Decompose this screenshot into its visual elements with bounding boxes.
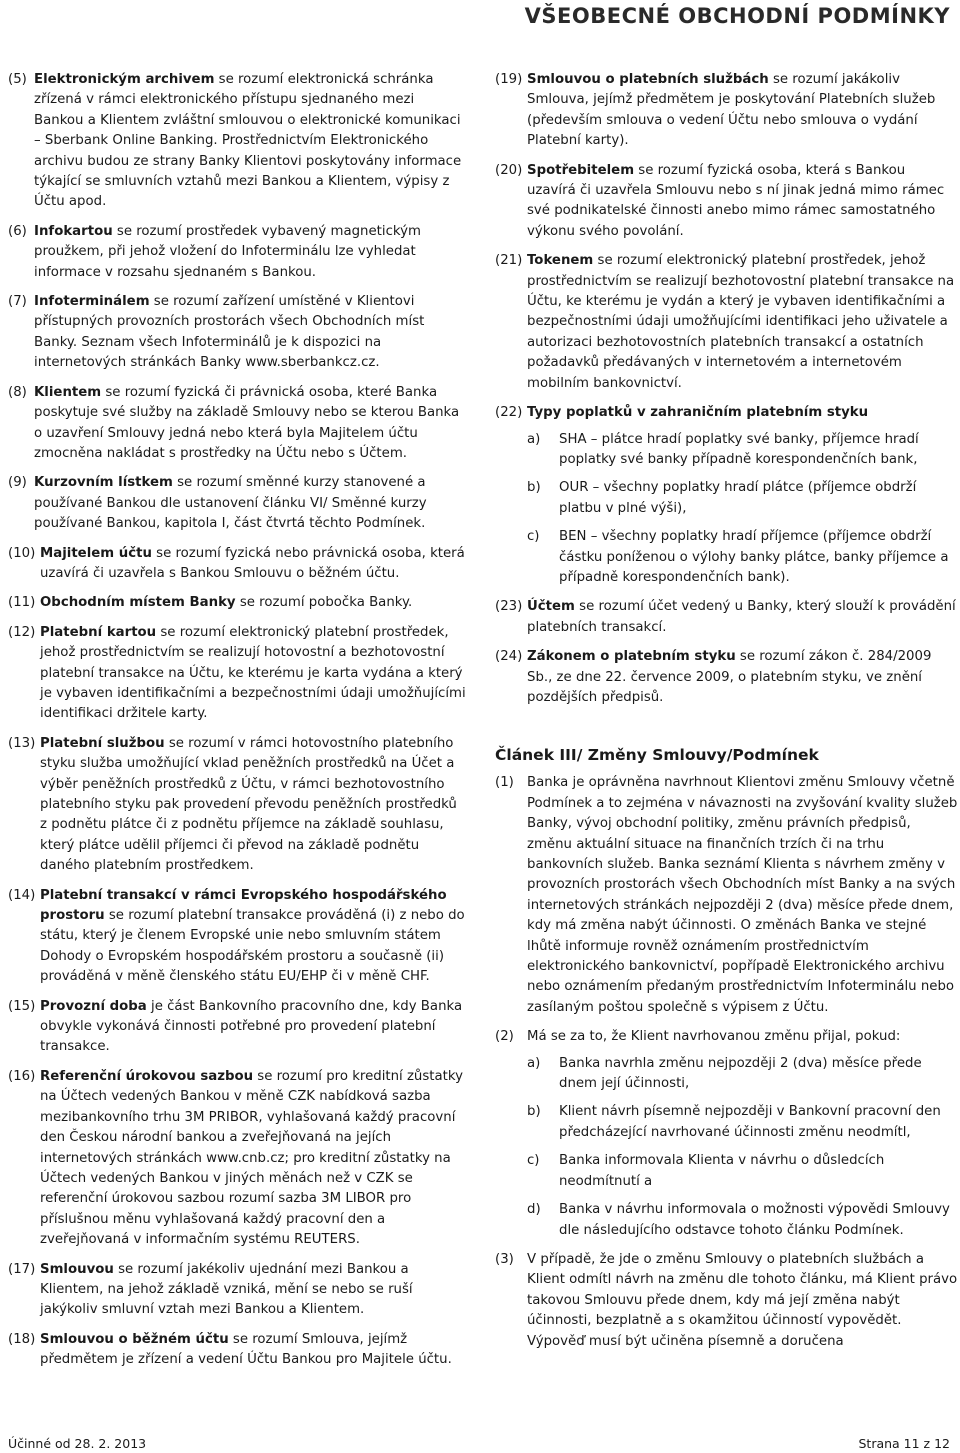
section-paragraph — [495, 773, 958, 1018]
paragraph-text: Banka je oprávněna navrhnout Klientovi změnu Smlouvy včetně Podmínek a to zejména v návaznosti na zvyšování kvality služeb Banky, vývoj obchodní politiky, změnu právních předpisů, změnu aktuální situace na finančních trzích či na trhu bankovních služeb. Banka seznámí Klienta s návrhem změny v provozních prostorách všech Obchodních míst Banky a na svých internetových stránkách nejpozději 2 (dva) měsíce přede dnem, kdy má změna nabýt účinnosti. O změnách Banka ve stejné lhůtě informuje rovněž oznámením prostřednictvím elektronického bankovnictví, popřípadě Elektronického archivu nebo oznámením předaným prostřednictvím Infoterminálu nebo zasílaným poštou společně s výpisem z Účtu. — [527, 775, 958, 1015]
definition-number: (21) — [495, 253, 523, 269]
definition-term: Zákonem o platebním styku — [527, 649, 736, 665]
definition-text: se rozumí elektronická schránka zřízená v rámci elektronického přístupu sjednaného mezi Bankou a Klientem zvláštní smlouvou o elektronické komunikaci – Sberbank Online Banking. Prostřednictvím Elektronického archivu budou ze strany Banky Klientovi poskytovány informace týkající se smluvních vztahů mezi Bankou a Klientem, výpisy z Účtu apod. — [34, 72, 462, 210]
sub-item — [527, 1102, 958, 1143]
definition-item — [8, 734, 466, 877]
sub-item-letter: a) — [527, 431, 541, 447]
sub-item-text: Banka navrhla změnu nejpozději 2 (dva) měsíce přede dnem její účinnosti, — [559, 1055, 922, 1092]
sub-item — [527, 430, 958, 471]
sub-item — [527, 1200, 958, 1241]
paragraph-number: (3) — [495, 1251, 514, 1267]
definition-number: (23) — [495, 599, 523, 615]
paragraph-text: Má se za to, že Klient navrhovanou změnu přijal, pokud: — [527, 1029, 901, 1045]
definition-text: se rozumí elektronický platební prostředek, jehož prostřednictvím se realizují hotovostní a bezhotovostní platební transakce na Účtu, ke kterému je karta vydána a který je vybaven identifikačními a bezpečnostními údaji umožňujícími identifikaci držitele karty. — [40, 624, 466, 722]
definition-text: se rozumí fyzická či právnická osoba, které Banka poskytuje své služby na základě Smlouvy nebo se kterou Banka o uzavření Smlouvy jedná nebo která byla Majitelem účtu zmocněna nakládat s prostředky na Účtu nebo s Účtem. — [34, 384, 460, 461]
definition-term: Majitelem účtu — [40, 545, 152, 561]
sub-item-text: SHA – plátce hradí poplatky své banky, příjemce hradí poplatky své banky případně korespondenčních bank, — [559, 431, 919, 467]
definition-text: se rozumí zařízení umístěné v Klientovi přístupných provozních prostorách všech Obchodních míst Banky. Seznam všech Infoterminálů je k dispozici na internetových stránkách Banky www.sberbankcz.cz. — [34, 294, 425, 371]
sub-item-text: Banka informovala Klienta v návrhu o důsledcích neodmítnutí a — [559, 1153, 885, 1189]
definition-number: (18) — [8, 1331, 36, 1347]
definition-text: se rozumí elektronický platební prostředek, jehož prostřednictvím se realizují bezhotovostní platební transakce na Účtu, ke kterému je vydán a který je vybaven identifikačními a bezpečnostními údaji umožňujícími identifikaci jeho uživatele a autorizaci bezhotovostních platebních transakcí a ostatních požadavků předávaných v internetovém a internetovém mobilním bankovnictví. — [527, 253, 955, 391]
definition-term: Účtem — [527, 599, 575, 615]
definition-term: Obchodním místem Banky — [40, 595, 236, 611]
definition-text: se rozumí platební transakce prováděná (i) z nebo do státu, který je členem Evropské unie nebo smluvním státem Dohody o Evropském hospodářském prostoru a současně (ii) prováděná v měně členského státu EU/EHP či v měně CHF. — [40, 908, 465, 985]
page-number: Strana 11 z 12 — [858, 1436, 950, 1451]
sub-item-letter: b) — [527, 1104, 541, 1120]
definition-number: (8) — [8, 384, 27, 400]
paragraph-number: (1) — [495, 775, 514, 791]
definition-item — [8, 623, 466, 725]
definition-term: Kurzovním lístkem — [34, 475, 173, 491]
definition-text: se rozumí Smlouva, jejímž předmětem je zřízení a vedení Účtu Bankou pro Majitele účtu. — [40, 1331, 452, 1368]
definition-term: Elektronickým archivem — [34, 72, 215, 87]
definition-item — [8, 473, 466, 534]
definition-item — [8, 1067, 466, 1251]
definition-item — [495, 597, 958, 638]
sub-item-letter: c) — [527, 529, 540, 545]
definition-item — [8, 593, 466, 613]
definition-item — [495, 403, 958, 588]
definition-item — [8, 544, 466, 585]
definition-term: Typy poplatků v zahraničním platebním styku — [527, 405, 869, 421]
sub-item-letter: c) — [527, 1153, 540, 1169]
definition-item — [8, 70, 466, 213]
definition-text: se rozumí účet vedený u Banky, který slouží k provádění platebních transakcí. — [527, 599, 956, 635]
definition-text: se rozumí směnné kurzy stanovené a používané Bankou dle ustanovení článku VI/ Směnné kurzy používané Bankou, kapitola I, část čtvrtá těchto Podmínek. — [34, 475, 427, 532]
section-paragraph — [495, 1027, 958, 1241]
sub-item — [527, 1151, 958, 1192]
sub-item — [527, 1054, 958, 1095]
sub-item-letter: a) — [527, 1055, 541, 1071]
paragraph-number: (2) — [495, 1029, 514, 1045]
definition-number: (11) — [8, 595, 36, 611]
definition-item — [8, 383, 466, 465]
definition-term: Smlouvou — [40, 1261, 114, 1277]
definition-item — [495, 251, 958, 394]
definition-term: Platební transakcí v rámci Evropského hospodářského prostoru — [40, 887, 447, 924]
definition-text: je část Bankovního pracovního dne, kdy Banka obvykle vykonává činnosti potřebné pro provedení platební transakce. — [40, 998, 463, 1055]
condition-list — [527, 1054, 958, 1241]
sub-item — [527, 478, 958, 519]
definition-number: (17) — [8, 1261, 36, 1277]
definition-text: se rozumí zákon č. 284/2009 Sb., ze dne 22. července 2009, o platebním styku, ve znění pozdějších předpisů. — [527, 649, 932, 705]
definition-item — [8, 292, 466, 374]
definition-number: (20) — [495, 162, 523, 178]
definition-item — [495, 70, 958, 152]
definition-number: (10) — [8, 545, 36, 561]
definition-term: Smlouvou o platebních službách — [527, 72, 769, 87]
sub-item-text: BEN – všechny poplatky hradí příjemce (příjemce obdrží částku poníženou o výlohy banky plátce, banky příjemce a případně korespondenčních bank). — [559, 529, 949, 585]
definition-term: Platební kartou — [40, 624, 157, 640]
definition-number: (7) — [8, 294, 27, 310]
sub-item-letter: d) — [527, 1202, 541, 1218]
definition-text: se rozumí prostředek vybavený magnetickým proužkem, při jehož vložení do Infoterminálu lze vyhledat informace v rozsahu sjednaném s Bankou. — [34, 223, 421, 280]
definition-item — [495, 647, 958, 708]
definition-term: Klientem — [34, 384, 102, 400]
right-column — [495, 70, 958, 1361]
definition-number: (24) — [495, 649, 523, 665]
definition-number: (15) — [8, 998, 36, 1014]
sub-item-letter: b) — [527, 480, 541, 496]
definition-term: Spotřebitelem — [527, 162, 635, 178]
definition-item — [8, 997, 466, 1058]
definition-term: Infokartou — [34, 223, 113, 239]
definition-item — [8, 222, 466, 283]
paragraph-text: V případě, že jde o změnu Smlouvy o platebních službách a Klient odmítl návrh na změnu dle tohoto článku, má Klient právo takovou Smlouvu přede dnem, kdy má její změna nabýt účinnosti, bezplatně a s okamžitou účinností vypovědět. Výpověď musí být učiněna písemně a doručena — [527, 1251, 958, 1349]
definition-text: se rozumí pobočka Banky. — [235, 595, 413, 611]
effective-date: Účinné od 28. 2. 2013 — [8, 1436, 147, 1451]
definition-term: Provozní doba — [40, 998, 147, 1014]
sub-item-text: Banka v návrhu informovala o možnosti výpovědi Smlouvy dle následujícího odstavce tohoto článku Podmínek. — [559, 1202, 950, 1238]
definition-number: (9) — [8, 475, 27, 491]
sub-item-text: OUR – všechny poplatky hradí plátce (příjemce obdrží platbu v plné výši), — [559, 480, 917, 516]
section-paragraph — [495, 1250, 958, 1352]
sub-item-text: Klient návrh písemně nejpozději v Bankovní pracovní den předcházející navrhované účinnosti změnu neodmítl, — [559, 1104, 941, 1140]
definition-text: se rozumí fyzická osoba, která s Bankou uzavírá či uzavřela Smlouvu nebo s ní jinak jedná mimo rámec své podnikatelské činnosti anebo mimo rámec samostatného výkonu svého povolání. — [527, 162, 945, 239]
definition-text: se rozumí jakékoliv ujednání mezi Bankou a Klientem, na jehož základě vzniká, mění se nebo se ruší jakýkoliv smluvní vztah mezi Bankou a Klientem. — [40, 1261, 413, 1318]
definition-term: Smlouvou o běžném účtu — [40, 1331, 229, 1347]
definition-item — [8, 1260, 466, 1321]
right-definitions — [495, 70, 958, 708]
definition-text: se rozumí pro kreditní zůstatky na Účtech vedených Bankou v měně CZK nabídková sazba mezibankovního trhu 3M PRIBOR, vyhlašovaná každý pracovní den Českou národní bankou a zveřejňovaná na jejích internetových stránkách www.cnb.cz; pro kreditní zůstatky na Účtech vedených Bankou v jiných měnách než v CZK se referenční úrokovou sazbou rozumí sazba 3M LIBOR pro příslušnou měnu vyhlašovaná každý pracovní den a zveřejňovaná v informačním systému REUTERS. — [40, 1068, 463, 1248]
definition-item — [495, 161, 958, 243]
sub-item — [527, 527, 958, 588]
definition-number: (12) — [8, 624, 36, 640]
fee-types-list — [527, 430, 958, 589]
definition-number: (16) — [8, 1068, 36, 1084]
definition-term: Infoterminálem — [34, 294, 150, 310]
definition-item — [8, 886, 466, 988]
definition-term: Tokenem — [527, 253, 594, 269]
page-title: VŠEOBECNÉ OBCHODNÍ PODMÍNKY — [524, 4, 950, 28]
left-column — [8, 70, 466, 1380]
section-title: Článek III/ Změny Smlouvy/Podmínek — [495, 746, 819, 765]
definition-text: se rozumí v rámci hotovostního platebního styku služba umožňující vklad peněžních prostředků na Účet a výběr peněžních prostředků z Účtu, v rámci bezhotovostního platebního styku pak provedení převodu peněžních prostředků z podnětu plátce či z podnětu příjemce na základě souhlasu, který plátce udělil příjemci či převod na základě podnětu daného platebním prostředkem. — [40, 735, 457, 874]
definition-text: se rozumí jakákoliv Smlouva, jejímž předmětem je poskytování Platebních služeb (především smlouva o vedení Účtu nebo smlouva o vydání Platební karty). — [527, 72, 936, 149]
definition-number: (22) — [495, 405, 523, 421]
definition-number: (6) — [8, 223, 27, 239]
definition-number: (19) — [495, 72, 523, 87]
definition-item — [8, 1330, 466, 1371]
definition-number: (14) — [8, 887, 36, 903]
definition-number: (13) — [8, 735, 36, 751]
definition-term: Referenční úrokovou sazbou — [40, 1068, 254, 1084]
definition-term: Platební službou — [40, 735, 165, 751]
definition-text: se rozumí fyzická nebo právnická osoba, která uzavírá či uzavřela s Bankou Smlouvu o běžném účtu. — [40, 545, 465, 581]
definition-number: (5) — [8, 72, 27, 87]
